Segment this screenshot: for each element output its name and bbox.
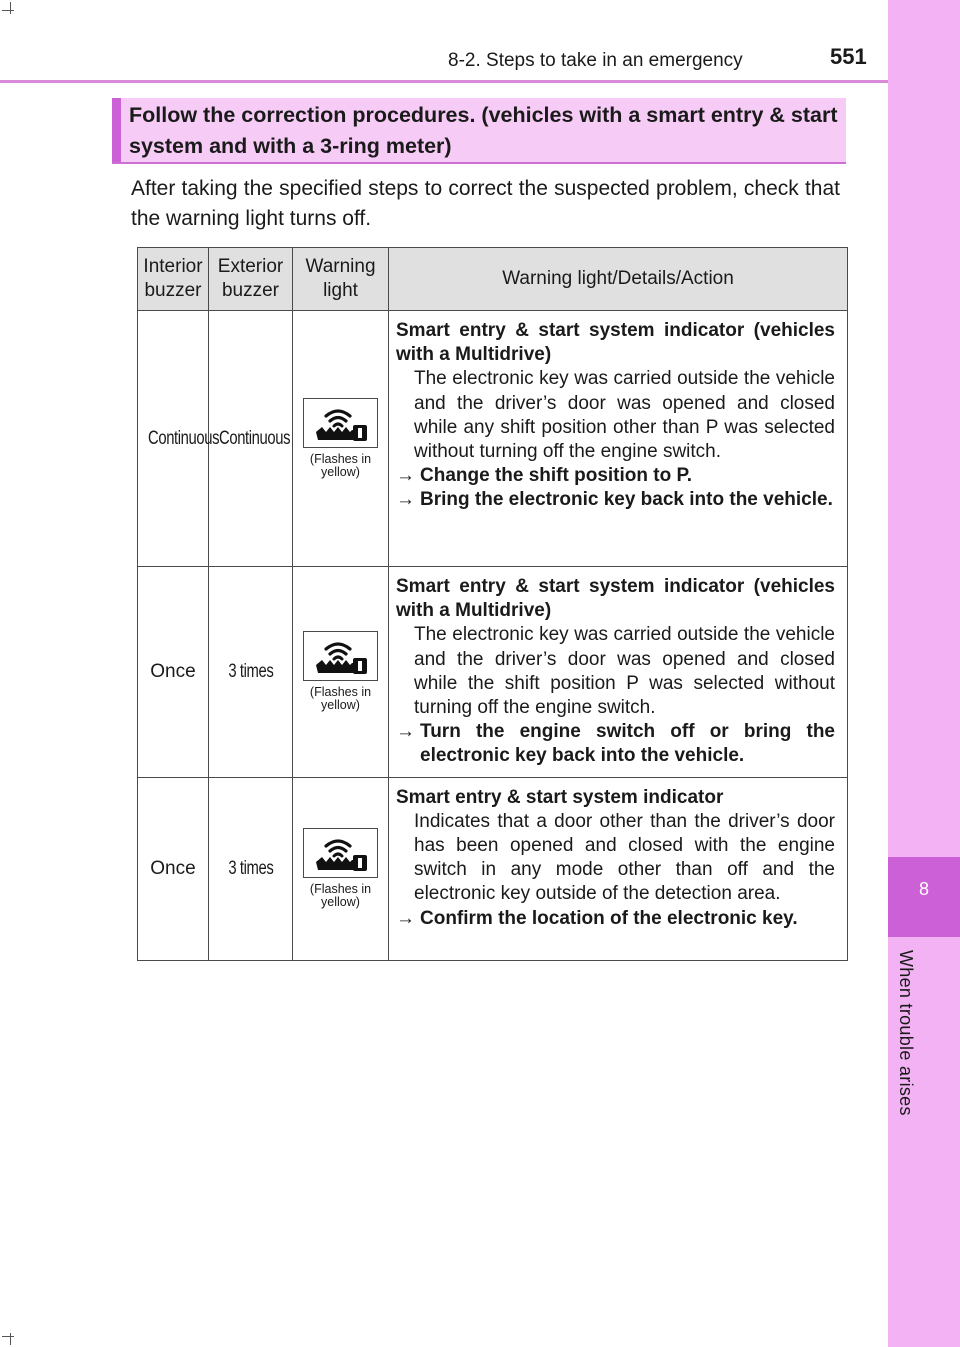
smart-key-indicator-icon	[303, 828, 378, 878]
warning-light-cell	[293, 567, 389, 778]
action-text: Change the shift position to P.	[420, 465, 692, 487]
action-text: Turn the engine switch off or bring the electronic key back into the vehicle.	[420, 721, 835, 767]
exterior-buzzer-cell: 3 times	[227, 857, 274, 879]
warning-heading: Smart entry & start system indicator (vehicles with a Multidrive)	[396, 576, 835, 622]
section-accent-bar	[112, 98, 121, 162]
warning-detail: The electronic key was carried outside the vehicle and the driver’s door was opened and closed while any shift position other than P was selected without turning off the engine switch.	[414, 368, 835, 463]
warning-heading: Smart entry & start system indicator	[396, 786, 724, 808]
table-row	[138, 567, 848, 778]
crop-mark	[10, 2, 11, 14]
exterior-buzzer-cell: Continuous	[219, 427, 291, 449]
section-title: Follow the correction procedures. (vehicles with a smart entry & start system and with a 3-ring meter)	[129, 103, 838, 158]
header-warning-light: Warning light	[293, 248, 389, 311]
crop-mark	[2, 1336, 14, 1337]
action-text: Bring the electronic key back into the vehicle.	[420, 489, 833, 511]
warning-light-cell	[293, 311, 389, 567]
action-cell	[389, 311, 848, 567]
side-strip	[888, 0, 960, 1347]
intro-text: After taking the specified steps to correct the suspected problem, check that the warning light turns off.	[131, 177, 840, 230]
chapter-title: When trouble arises	[896, 950, 916, 1116]
header-interior-buzzer: Interior buzzer	[138, 248, 209, 311]
chapter-tab[interactable]	[888, 857, 960, 937]
table-row	[138, 777, 848, 960]
warning-heading: Smart entry & start system indicator (vehicles with a Multidrive)	[396, 320, 835, 366]
interior-buzzer-cell: Once	[150, 660, 196, 682]
smart-key-indicator-icon	[303, 631, 378, 681]
action-text: Confirm the location of the electronic key.	[420, 907, 798, 929]
arrow-icon: →	[396, 721, 415, 743]
warning-light-cell	[293, 777, 389, 960]
section-heading: 8-2. Steps to take in an emergency	[448, 50, 743, 71]
action-cell	[389, 567, 848, 778]
table-header-row	[138, 248, 848, 311]
arrow-icon: →	[396, 465, 415, 487]
action-step	[396, 464, 835, 488]
section-title-box	[112, 98, 846, 164]
page-number: 551	[830, 44, 867, 69]
chapter-number: 8	[918, 879, 929, 899]
warning-detail: Indicates that a door other than the driver’s door has been opened and closed with the engine switch in any mode other than off and the electronic key outside of the detection area.	[414, 810, 835, 905]
action-cell	[389, 777, 848, 960]
warning-detail: The electronic key was carried outside the vehicle and the driver’s door was opened and closed while the shift position P was selected without turning off the engine switch.	[414, 624, 835, 719]
interior-buzzer-cell: Once	[150, 857, 196, 879]
warning-light-table	[137, 247, 848, 961]
interior-buzzer-cell: Continuous	[148, 427, 220, 449]
header-rule	[0, 80, 888, 83]
arrow-icon: →	[396, 489, 415, 511]
flash-color-note: (Flashes in yellow)	[309, 882, 372, 910]
exterior-buzzer-cell: 3 times	[227, 660, 274, 682]
crop-mark	[10, 1333, 11, 1345]
crop-mark	[2, 10, 14, 11]
table-row	[138, 311, 848, 567]
smart-key-indicator-icon	[303, 398, 378, 448]
header-action: Warning light/Details/Action	[389, 248, 848, 311]
arrow-icon: →	[396, 907, 415, 929]
flash-color-note: (Flashes in yellow)	[309, 685, 372, 713]
header-exterior-buzzer: Exterior buzzer	[209, 248, 293, 311]
action-step	[396, 488, 835, 512]
flash-color-note: (Flashes in yellow)	[309, 452, 372, 479]
action-step	[396, 907, 835, 931]
action-step	[396, 720, 835, 768]
